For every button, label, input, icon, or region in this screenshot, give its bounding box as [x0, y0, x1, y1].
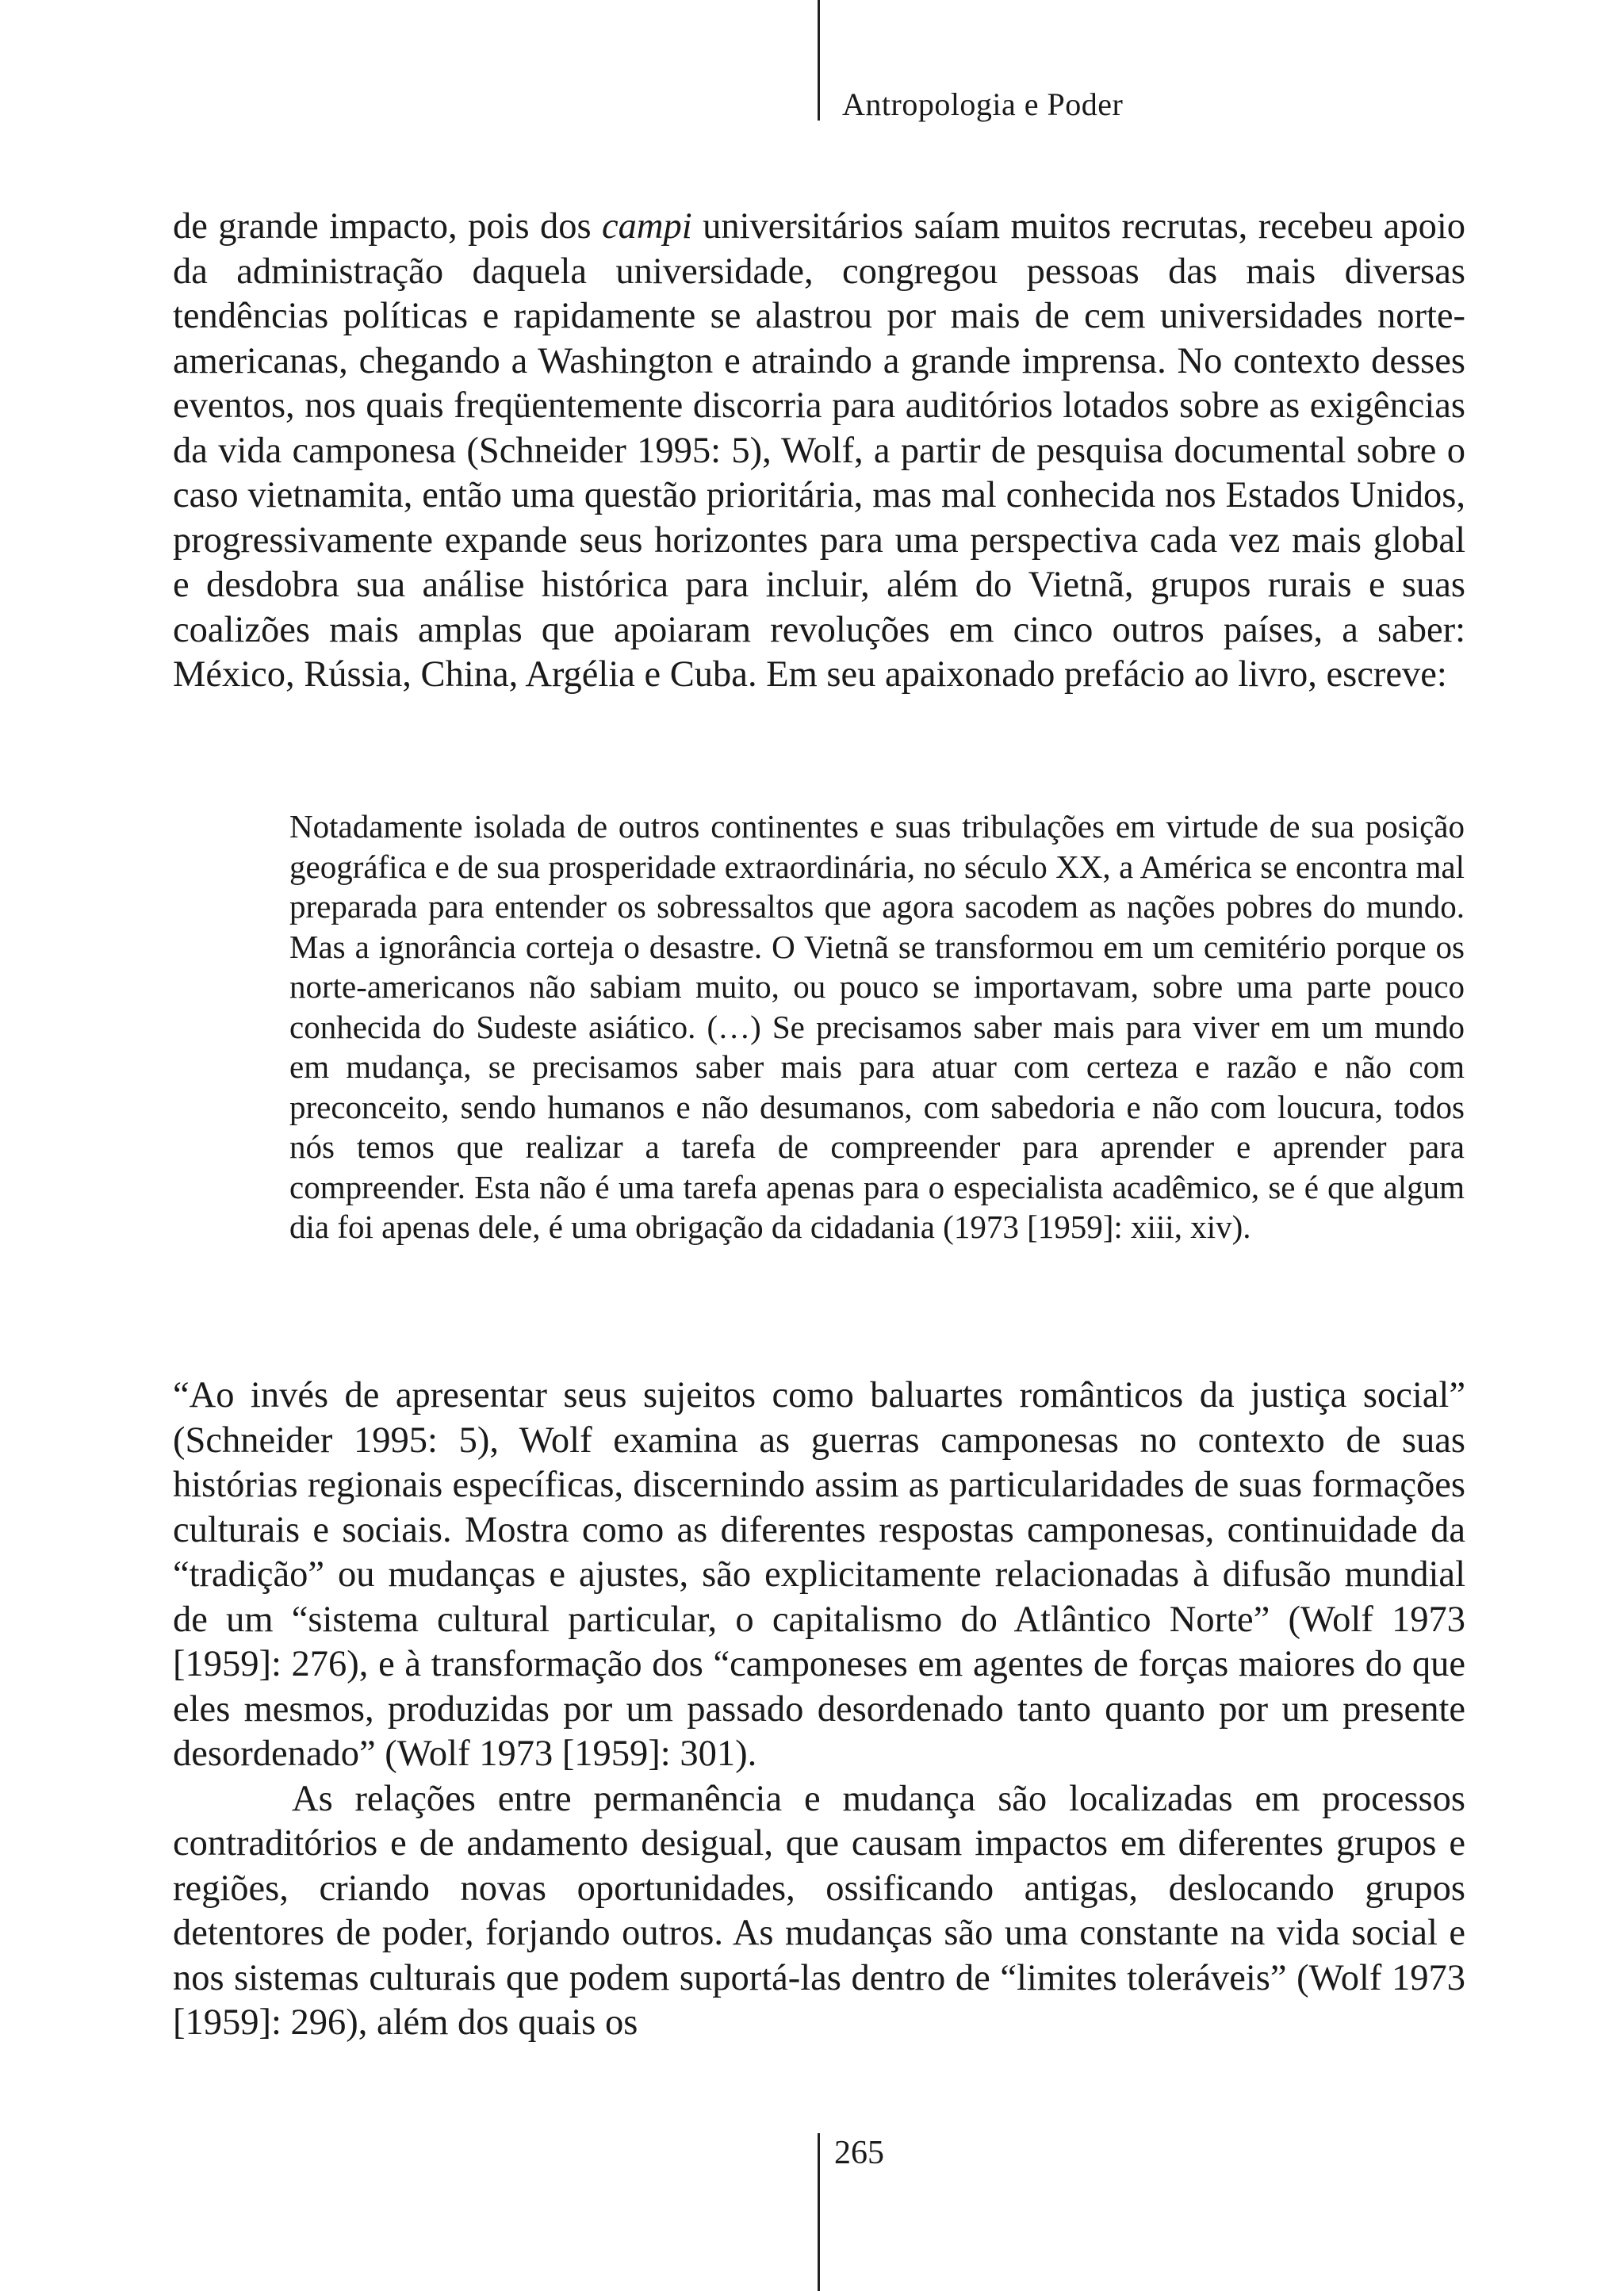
- paragraph-1-start: de grande impacto, pois dos: [173, 206, 603, 247]
- paragraph-1: [173, 205, 1465, 698]
- paragraph-1-rest: universitários saíam muitos recrutas, recebeu apoio da administração daquela universidade, congregou pessoas das mais diversas tendências políticas e rapidamente se alastrou por mais de cem universidades norte-americanas, chegando a Washington e atraindo a grande imprensa. No contexto desses eventos, nos quais freqüentemente discorria para auditórios lotados sobre as exigências da vida camponesa (Schneider 1995: 5), Wolf, a partir de pesquisa documental sobre o caso vietnamita, então uma questão prioritária, mas mal conhecida nos Estados Unidos, progressivamente expande seus horizontes para uma perspectiva cada vez mais global e desdobra sua análise histórica para incluir, além do Vietnã, grupos rurais e suas coalizões mais amplas que apoiaram revoluções em cinco outros países, a saber: México, Rússia, China, Argélia e Cuba. Em seu apaixonado prefácio ao livro, escreve:: [173, 206, 1465, 695]
- header-vertical-rule: [818, 0, 820, 121]
- block-quote-text: Notadamente isolada de outros continentes e suas tribulações em virtude de sua posição geográfica e de sua prosperidade extraordinária, no século XX, a América se encontra mal preparada para entender os sobressaltos que agora sacodem as nações pobres do mundo. Mas a ignorância corteja o desastre. O Vietnã se transformou em um cemitério porque os norte-americanos não sabiam muito, ou pouco se importavam, sobre uma parte pouco conhecida do Sudeste asiático. (…) Se precisamos saber mais para viver em um mundo em mudança, se precisamos saber mais para atuar com certeza e razão e não com preconceito, sendo humanos e não desumanos, com sabedoria e não com loucura, todos nós temos que realizar a tarefa de compreender para aprender e aprender para compreender. Esta não é uma tarefa apenas para o especialista acadêmico, se é que algum dia foi apenas dele, é uma obrigação da cidadania (1973 [1959]: xiii, xiv).: [289, 808, 1465, 1245]
- paragraph-3-text: As relações entre permanência e mudança são localizadas em processos contraditórios e de andamento desigual, que causam impactos em diferentes grupos e regiões, criando novas oportunidades, ossificando antigas, deslocando grupos detentores de poder, forjando outros. As mudanças são uma constante na vida social e nos sistemas culturais que podem suportá-las dentro de “limites toleráveis” (Wolf 1973 [1959]: 296), além dos quais os: [173, 1778, 1465, 2043]
- italic-term-campi: campi: [602, 206, 692, 247]
- block-quote: [289, 806, 1465, 1247]
- paragraph-2: [173, 1373, 1465, 2046]
- running-title: Antropologia e Poder: [842, 86, 1124, 122]
- page-number: 265: [834, 2135, 884, 2171]
- paragraph-1-text: [173, 205, 1465, 698]
- paragraph-2-text: “Ao invés de apresentar seus sujeitos como baluartes românticos da justiça social” (Schneider 1995: 5), Wolf examina as guerras camponesas no contexto de suas histórias regionais específicas, discernindo assim as particularidades de suas formações culturais e sociais. Mostra como as diferentes respostas camponesas, continuidade da “tradição” ou mudanças e ajustes, são explicitamente relacionadas à difusão mundial de um “sistema cultural particular, o capitalismo do Atlântico Norte” (Wolf 1973 [1959]: 276), e à transformação dos “camponeses em agentes de forças maiores do que eles mesmos, produzidas por um passado desordenado tanto quanto por um presente desordenado” (Wolf 1973 [1959]: 301).: [173, 1375, 1465, 1774]
- footer-vertical-rule: [818, 2133, 820, 2291]
